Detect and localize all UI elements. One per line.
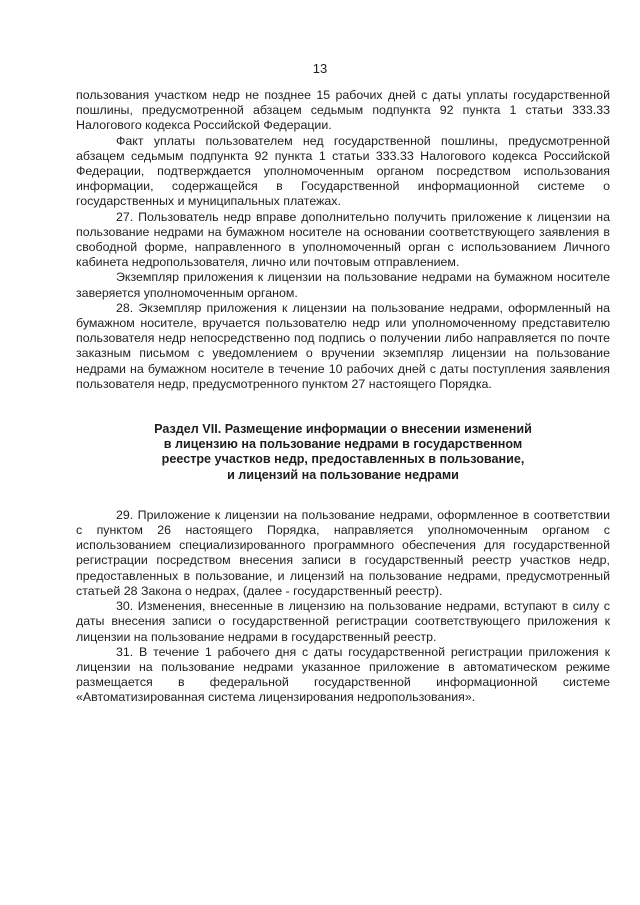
section-heading [76, 422, 610, 483]
section-heading-line: в лицензию на пользование недрами в государственном [163, 437, 523, 452]
section-heading-line: Раздел VII. Размещение информации о внесении изменений [154, 422, 532, 437]
document-body [76, 88, 610, 706]
paragraphs-before-section [76, 88, 610, 392]
page-number: 13 [312, 61, 328, 76]
paragraph-29: 29. Приложение к лицензии на пользование недрами, оформленное в соответствии с пунктом 26 настоящего Порядка, направляется уполномоченным органом с использованием специализированного программного обеспечения для государственной регистрации посредством внесения записи в государственный реестр участков недр, предоставленных в пользование, и лицензий на пользование недрами, предусмотренный статьей 28 Закона о недрах, (далее - государственный реестр). [76, 507, 610, 598]
section-heading-line: реестре участков недр, предоставленных в пользование, [161, 452, 525, 467]
paragraph-28: 28. Экземпляр приложения к лицензии на пользование недрами, оформленный на бумажном носителе, вручается пользователю недр или уполномоченному представителю пользователя недр непосредственно под подпись о получении либо направляется по почте заказным письмом с уведомлением о вручении экземпляр лицензии на пользование недрами на бумажном носителе в течение 10 рабочих дней с даты поступления заявления пользователя недр, предусмотренного пунктом 27 настоящего Порядка. [76, 300, 610, 391]
paragraph-fact: Факт уплаты пользователем нед государственной пошлины, предусмотренной абзацем седьмым подпункта 92 пункта 1 статьи 333.33 Налогового кодекса Российской Федерации, подтверждается уполномоченным органом посредством использования информации, содержащейся в Государственной информационной системе о государственных и муниципальных платежах. [76, 133, 610, 209]
paragraph-27: 27. Пользователь недр вправе дополнительно получить приложение к лицензии на пользование недрами на бумажном носителе на основании соответствующего заявления в свободной форме, направленного в уполномоченный орган с использованием Личного кабинета недропользователя, лично или почтовым отправлением. [76, 209, 610, 270]
paragraphs-after-section [76, 508, 610, 706]
paragraph-cont: пользования участком недр не позднее 15 рабочих дней с даты уплаты государственной пошлины, предусмотренной абзацем седьмым подпункта 92 пункта 1 статьи 333.33 Налогового кодекса Российской Федерации. [76, 88, 610, 133]
section-heading-line: и лицензий на пользование недрами [227, 467, 459, 482]
paragraph-27b: Экземпляр приложения к лицензии на пользование недрами на бумажном носителе заверяется уполномоченным органом. [76, 270, 610, 300]
paragraph-30: 30. Изменения, внесенные в лицензию на пользование недрами, вступают в силу с даты внесения записи о государственной регистрации соответствующего приложения к лицензии на пользование недрами в государственный реестр. [76, 599, 610, 644]
paragraph-31: 31. В течение 1 рабочего дня с даты государственной регистрации приложения к лицензии на пользование недрами указанное приложение в автоматическом режиме размещается в федеральной государственной информационной системе «Автоматизированная система лицензирования недропользования». [76, 644, 610, 705]
